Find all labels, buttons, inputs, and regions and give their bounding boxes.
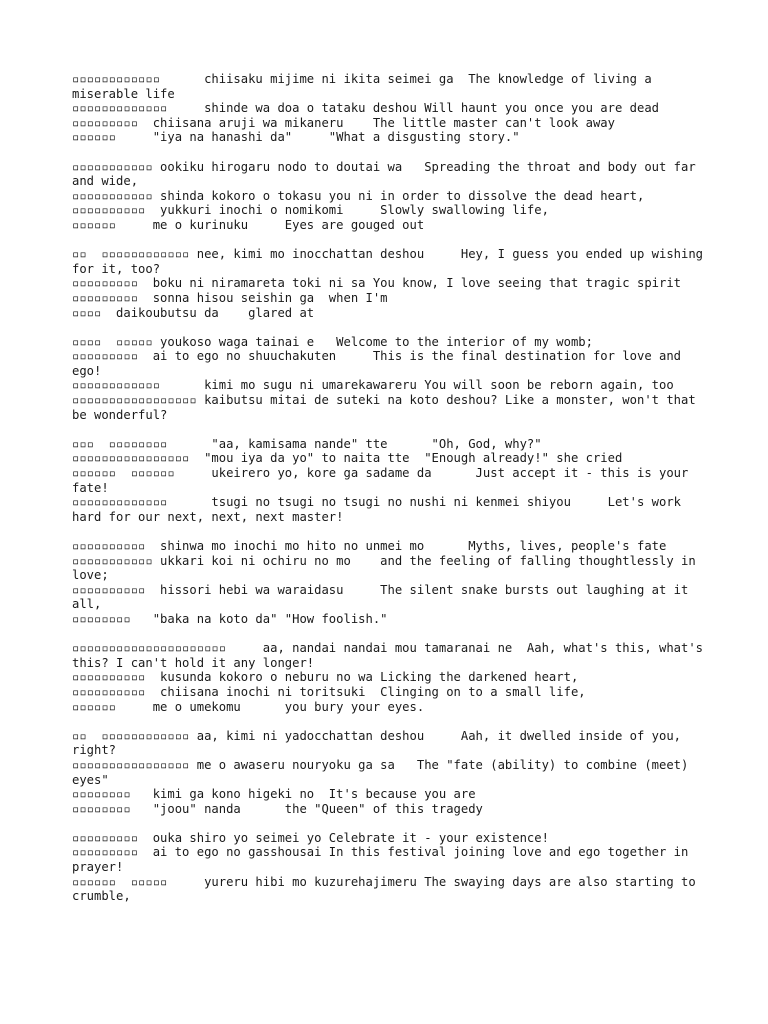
lyric-line: ▫▫ ▫▫▫▫▫▫▫▫▫▫▫▫ nee, kimi mo inocchattan deshou Hey, I guess you ended up wishing for it, too? — [72, 247, 711, 276]
lyric-line: ▫▫▫▫▫▫ "iya na hanashi da" "What a disgusting story." — [72, 130, 520, 145]
stanza-9 — [72, 831, 708, 904]
lyric-line: ▫▫▫▫▫▫▫▫▫▫ hissori hebi wa waraidasu The silent snake bursts out laughing at it all, — [72, 582, 696, 612]
lyric-line: ▫▫▫▫▫▫▫▫▫▫▫▫▫ shinde wa doa o tataku deshou Will haunt you once you are dead — [72, 101, 659, 116]
lyric-line: ▫▫▫▫▫▫▫▫▫▫ chiisana inochi ni toritsuki Clinging on to a small life, — [72, 684, 586, 699]
lyric-line: ▫▫▫▫▫▫▫▫▫▫▫ ookiku hirogaru nodo to doutai wa Spreading the throat and body out far and wide, — [72, 159, 704, 189]
lyric-line: ▫▫▫▫▫▫▫▫▫▫▫▫▫▫▫▫ "mou iya da yo" to naita tte "Enough already!" she cried — [72, 451, 623, 466]
lyric-line: ▫▫▫ ▫▫▫▫▫▫▫▫ "aa, kamisama nande" tte "Oh, God, why?" — [72, 436, 542, 451]
lyric-line: ▫▫▫▫▫▫▫▫ kimi ga kono higeki no It's because you are — [72, 787, 476, 802]
stanza-8 — [72, 729, 708, 817]
lyric-line: ▫▫▫▫▫▫▫▫ "baka na koto da" "How foolish." — [72, 611, 388, 626]
lyric-line: ▫▫▫▫▫▫▫▫▫▫ yukkuri inochi o nomikomi Slowly swallowing life, — [72, 203, 549, 218]
lyric-line: ▫▫▫▫▫▫ ▫▫▫▫▫ yureru hibi mo kuzurehajimeru The swaying days are also starting to crumble, — [72, 874, 704, 904]
lyric-line: ▫▫▫▫▫▫▫▫▫▫▫▫▫▫▫▫▫ kaibutsu mitai de suteki na koto deshou? Like a monster, won't that be wonderful? — [72, 393, 704, 422]
stanza-2 — [72, 160, 708, 233]
lyric-line: ▫▫▫▫▫▫▫▫ "joou" nanda the "Queen" of this tragedy — [72, 801, 483, 816]
lyric-line: ▫▫▫▫▫▫▫▫▫ boku ni niramareta toki ni sa You know, I love seeing that tragic spirit — [72, 276, 682, 291]
lyric-line: ▫▫▫▫▫▫▫▫▫ sonna hisou seishin ga when I'm — [72, 290, 388, 305]
lyric-line: ▫▫▫▫▫▫▫▫▫▫▫▫ kimi mo sugu ni umarekawareru You will soon be reborn again, too — [72, 378, 674, 393]
lyric-line: ▫▫▫▫▫▫▫▫▫▫ shinwa mo inochi mo hito no unmei mo Myths, lives, people's fate — [72, 539, 667, 553]
lyric-line: ▫▫▫▫▫▫ me o umekomu you bury your eyes. — [72, 699, 425, 714]
lyric-line: ▫▫▫▫ ▫▫▫▫▫ youkoso waga tainai e Welcome to the interior of my womb; — [72, 334, 593, 349]
lyric-line: ▫▫▫▫▫▫ ▫▫▫▫▫▫ ukeirero yo, kore ga sadame da Just accept it - this is your fate! — [72, 466, 696, 495]
stanza-7 — [72, 641, 711, 714]
lyric-line: ▫▫▫▫▫▫▫▫▫ ai to ego no gasshousai In this festival joining love and ego together in prayer! — [72, 845, 696, 875]
lyric-line: ▫▫▫▫▫▫▫▫▫▫▫▫ chiisaku mijime ni ikita seimei ga The knowledge of living a miserable life — [72, 72, 660, 101]
stanza-6 — [72, 539, 708, 627]
stanza-3 — [72, 247, 711, 320]
lyric-line: ▫▫▫▫▫▫▫▫▫ ai to ego no shuuchakuten This is the final destination for love and ego! — [72, 349, 689, 378]
lyric-line: ▫▫▫▫▫▫▫▫▫▫▫ shinda kokoro o tokasu you ni in order to dissolve the dead heart, — [72, 188, 645, 203]
lyric-line: ▫▫▫▫▫▫▫▫▫▫ kusunda kokoro o neburu no wa Licking the darkened heart, — [72, 670, 579, 685]
lyric-line: ▫▫▫▫▫▫▫▫▫▫▫▫▫ tsugi no tsugi no tsugi no nushi ni kenmei shiyou Let's work hard for our next, next, next master! — [72, 495, 689, 524]
lyric-line: ▫▫▫▫▫▫▫▫▫▫▫ ukkari koi ni ochiru no mo and the feeling of falling thoughtlessly in love; — [72, 553, 704, 583]
lyric-line: ▫▫▫▫▫▫ me o kurinuku Eyes are gouged out — [72, 217, 425, 232]
lyric-line: ▫▫▫▫▫▫▫▫▫▫▫▫▫▫▫▫▫▫▫▫▫ aa, nandai nandai mou tamaranai ne Aah, what's this, what's this? I can't hold it any longer! — [72, 641, 711, 670]
lyric-line: ▫▫ ▫▫▫▫▫▫▫▫▫▫▫▫ aa, kimi ni yadocchattan deshou Aah, it dwelled inside of you, right? — [72, 728, 689, 758]
lyric-line: ▫▫▫▫ daikoubutsu da glared at — [72, 305, 315, 320]
lyrics-document — [72, 72, 711, 918]
stanza-5 — [72, 437, 708, 525]
lyric-line: ▫▫▫▫▫▫▫▫▫ ouka shiro yo seimei yo Celebrate it - your existence! — [72, 830, 549, 845]
lyric-line: ▫▫▫▫▫▫▫▫▫ chiisana aruji wa mikaneru The little master can't look away — [72, 115, 615, 130]
stanza-4 — [72, 335, 708, 423]
stanza-1 — [72, 72, 708, 145]
lyric-line: ▫▫▫▫▫▫▫▫▫▫▫▫▫▫▫▫ me o awaseru nouryoku ga sa The "fate (ability) to combine (meet) eyes" — [72, 757, 696, 787]
